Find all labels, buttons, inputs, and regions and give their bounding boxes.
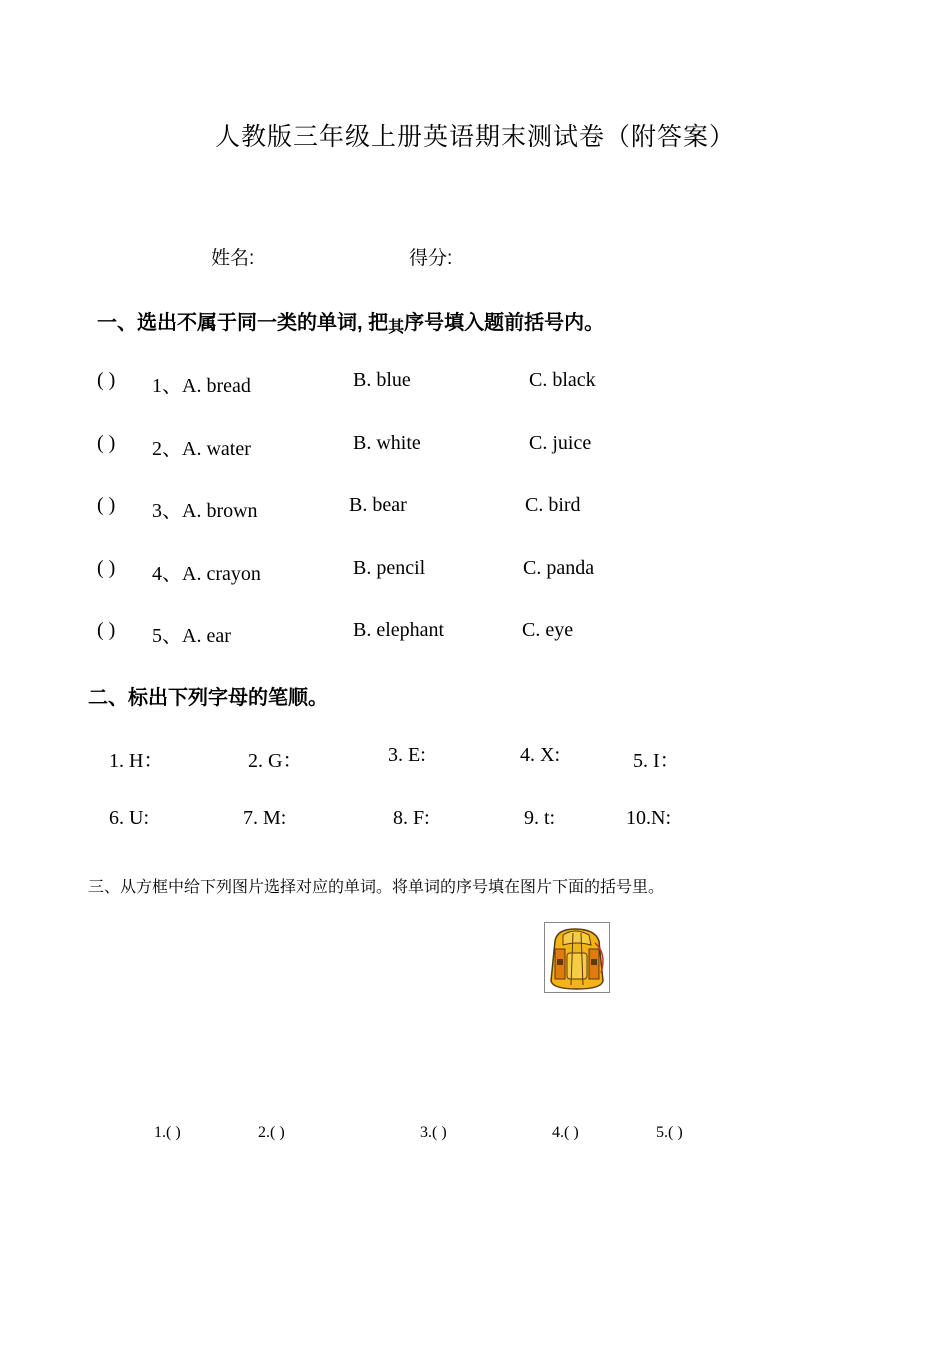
option-a: 1、A. bread xyxy=(152,375,251,397)
option-b: B. bear xyxy=(349,494,407,516)
option-b: B. elephant xyxy=(353,619,445,641)
letter-item: 1. H： xyxy=(109,750,164,772)
option-c: C. panda xyxy=(523,557,595,579)
section1-heading-part2: 序号填入题前括号内。 xyxy=(404,312,605,334)
answer-paren: ( ) xyxy=(97,557,116,579)
letter-item: 5. I： xyxy=(633,750,680,772)
score-label: 得分: xyxy=(409,248,453,269)
option-a: 3、A. brown xyxy=(152,500,258,522)
section1-heading-small: 其 xyxy=(388,319,405,336)
section1-heading-part1: 一、选出不属于同一类的单词, 把 xyxy=(97,312,389,334)
answer-paren: ( ) xyxy=(97,432,116,454)
answer-blank: 5.( ) xyxy=(656,1124,683,1141)
section1-heading xyxy=(97,306,604,335)
letter-item: 2. G： xyxy=(248,750,303,772)
option-b: B. blue xyxy=(353,369,411,391)
answer-paren: ( ) xyxy=(97,494,116,516)
answer-blank: 1.( ) xyxy=(154,1124,181,1141)
letter-item: 8. F: xyxy=(393,807,430,829)
answer-paren: ( ) xyxy=(97,619,116,641)
option-a: 2、A. water xyxy=(152,438,251,460)
option-b: B. pencil xyxy=(353,557,426,579)
answer-paren: ( ) xyxy=(97,369,116,391)
answer-blank: 2.( ) xyxy=(258,1124,285,1141)
option-c: C. bird xyxy=(525,494,581,516)
option-c: C. juice xyxy=(529,432,592,454)
option-a: 5、A. ear xyxy=(152,625,231,647)
section2-heading: 二、标出下列字母的笔顺。 xyxy=(88,687,328,709)
option-b: B. white xyxy=(353,432,421,454)
backpack-icon xyxy=(544,922,610,993)
answer-blank: 3.( ) xyxy=(420,1124,447,1141)
answer-blank: 4.( ) xyxy=(552,1124,579,1141)
option-c: C. eye xyxy=(522,619,574,641)
page-title: 人教版三年级上册英语期末测试卷（附答案） xyxy=(214,124,735,151)
letter-item: 6. U: xyxy=(109,807,149,829)
section3-heading: 三、从方框中给下列图片选择对应的单词。将单词的序号填在图片下面的括号里。 xyxy=(88,879,665,896)
option-a: 4、A. crayon xyxy=(152,563,261,585)
letter-item: 9. t: xyxy=(524,807,556,829)
letter-item: 4. X: xyxy=(520,744,560,766)
letter-item: 10.N: xyxy=(626,807,671,829)
letter-item: 3. E: xyxy=(388,744,426,766)
letter-item: 7. M: xyxy=(243,807,287,829)
option-c: C. black xyxy=(529,369,596,391)
name-label: 姓名: xyxy=(211,248,255,269)
